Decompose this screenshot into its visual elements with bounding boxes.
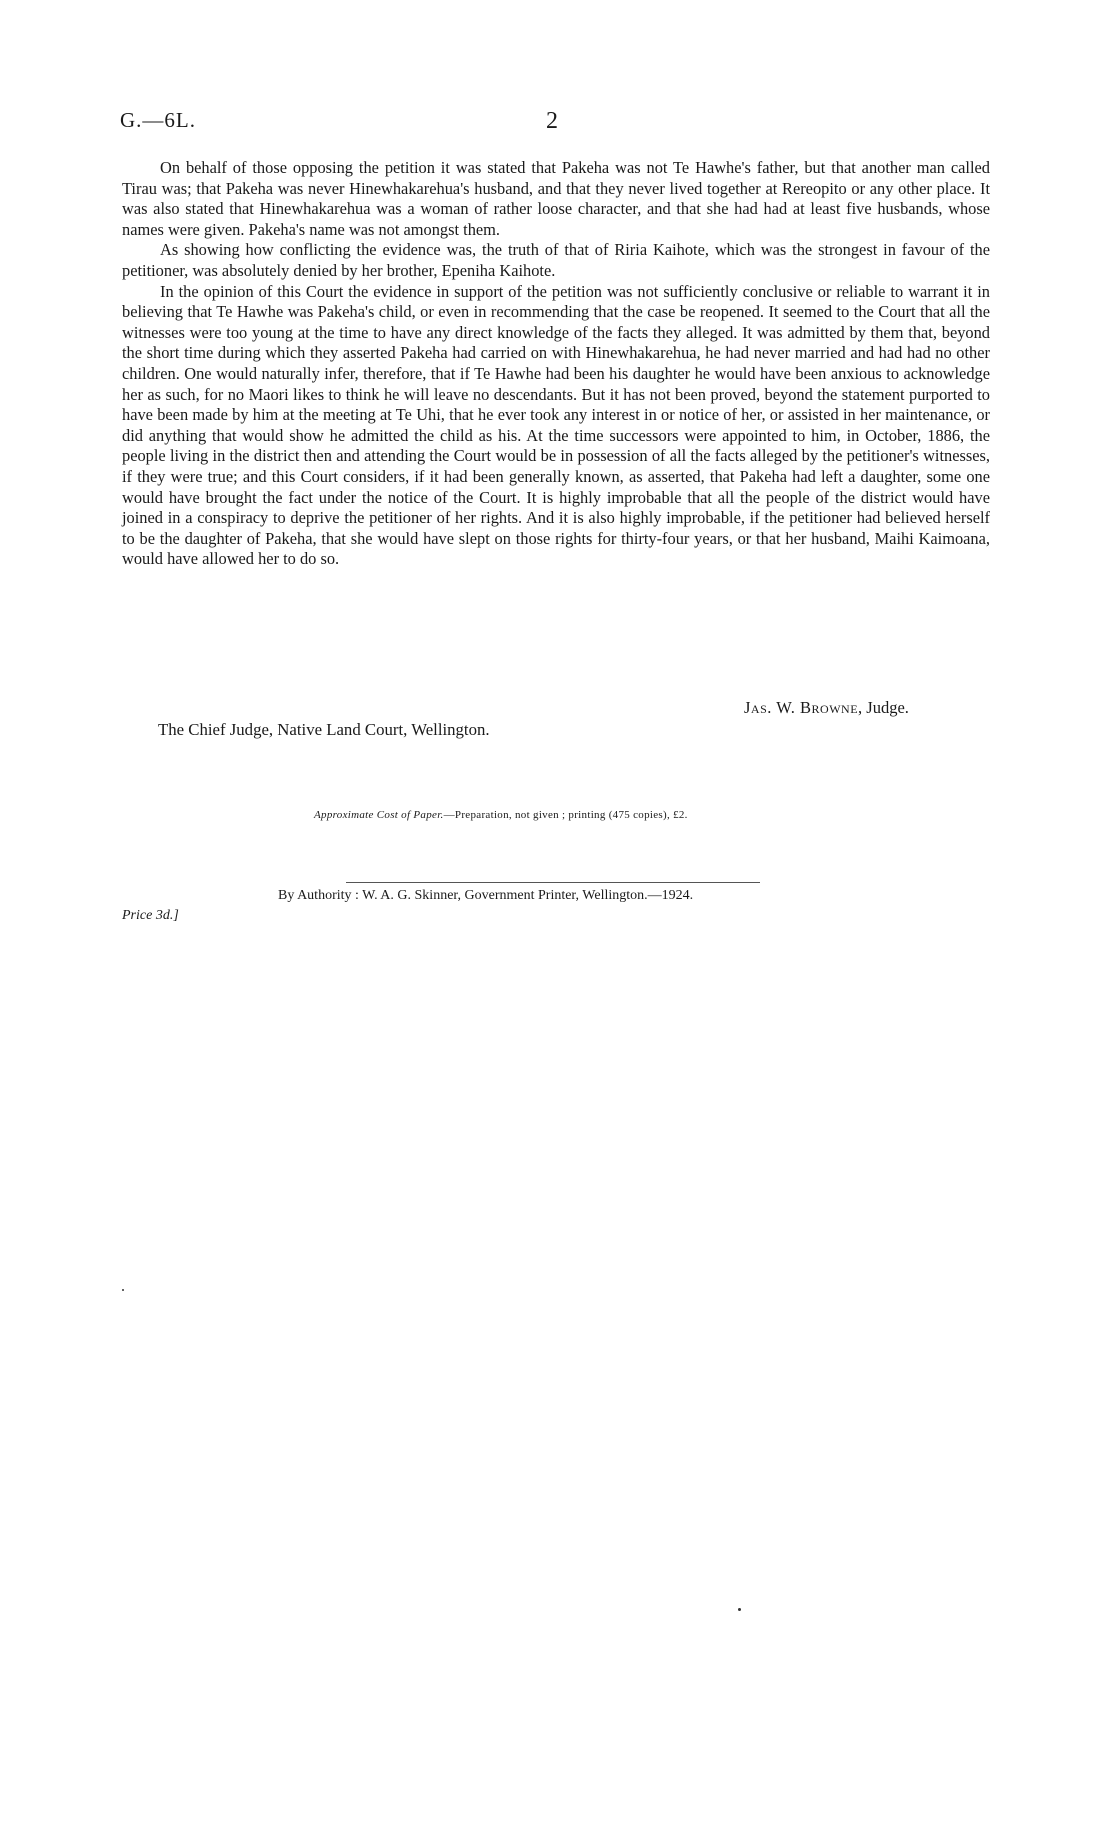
paragraph-opposition: On behalf of those opposing the petition it was stated that Pakeha was not Te Hawhe's father, but that another man called Tirau was; that Pakeha was never Hinewhakarehua's husband, and that they never lived together at Rereopito or any other place. It was also stated that Hinewhakarehua was a woman of rather loose character, and that she had had at least five husbands, whose names were given. Pakeha's name was not amongst them. — [122, 158, 990, 239]
paragraph-conflicting-evidence: As showing how conflicting the evidence was, the truth of that of Riria Kaihote, which was the strongest in favour of the petitioner, was absolutely denied by her brother, Epeniha Kaihote. — [122, 240, 990, 280]
cost-of-paper — [314, 809, 688, 821]
signatory-name: Jas. W. Browne — [744, 698, 859, 717]
report-body — [122, 158, 990, 570]
signature — [744, 698, 909, 718]
addressee: The Chief Judge, Native Land Court, Wellington. — [158, 720, 490, 739]
price: Price 3d.] — [122, 908, 179, 923]
signatory-title: , Judge. — [858, 698, 909, 717]
print-speck — [738, 1608, 741, 1611]
divider-rule — [346, 882, 760, 883]
print-speck — [122, 1289, 124, 1291]
printer-authority: By Authority : W. A. G. Skinner, Government Printer, Wellington.—1924. — [278, 888, 694, 903]
document-reference: G.—6L. — [120, 108, 196, 132]
cost-label: Approximate Cost of Paper. — [314, 809, 444, 821]
paragraph-court-opinion: In the opinion of this Court the evidence in support of the petition was not sufficiently conclusive or reliable to warrant it in believing that Te Hawhe was Pakeha's child, or even in recommending that the case be reopened. It seemed to the Court that all the witnesses were too young at the time to have any direct knowledge of the facts they alleged. It was admitted by them that, beyond the short time during which they asserted Pakeha had carried on with Hinewhakarehua, he had never married and had had no other children. One would naturally infer, therefore, that if Te Hawhe had been his daughter he would have been anxious to acknowledge her as such, for no Maori likes to think he will leave no descendants. But it has not been proved, beyond the statement purported to have been made by him at the meeting at Te Uhi, that he ever took any interest in or notice of her, or assisted in her maintenance, or did anything that would show he admitted the child as his. At the time successors were appointed to him, in October, 1886, the people living in the district then and attending the Court would be in possession of all the facts alleged by the petitioner's witnesses, if they were true; and this Court considers, if it had been generally known, as asserted, that Pakeha had left a daughter, some one would have brought the fact under the notice of the Court. It is highly improbable that all the people of the district would have joined in a conspiracy to deprive the petitioner of her rights. And it is also highly improbable, if the petitioner had believed herself to be the daughter of Pakeha, that she would have slept on those rights for thirty-four years, or that her husband, Maihi Kaimoana, would have allowed her to do so. — [122, 281, 990, 569]
cost-detail: —Preparation, not given ; printing (475 copies), £2. — [443, 809, 688, 821]
page-number: 2 — [546, 108, 558, 134]
